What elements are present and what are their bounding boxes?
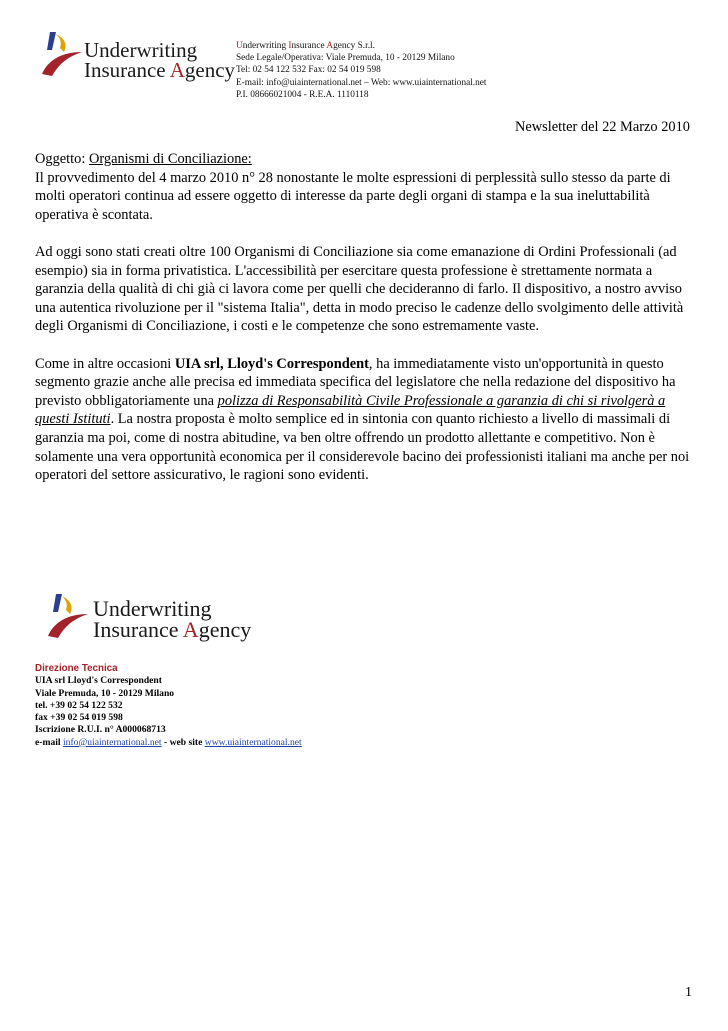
logo-line2-prefix: Insurance [84,58,170,82]
signature-block [35,663,302,749]
paragraph-3-middle: , ha immediatamente visto un'opportunità in questo segmento grazie anche alle precisa ed immediata specifica del legislatore che nella redazione del dispositivo ha previsto obbligatoriamente una [35,355,676,409]
paragraph-3-end: . La nostra proposta è molto semplice ed in sintonia con quanto richiesto a livello di massimali di garanzia ma poi, come di nostra abitudine, va ben oltre offrendo un prodotto allettante e competitivo. Non è solamente una vera opportunità economica per il considerevole bacino dei professionisti italiani ma anche per noi operatori del settore assicurativo, le ragioni sono evidenti. [35,411,690,484]
company-registry: P.I. 08666021004 - R.E.A. 1110118 [236,89,369,100]
signature-logo-line1: Underwriting [93,596,212,621]
signature-logo-line2-a: A [182,617,199,642]
policy-link[interactable]: polizza di Responsabilità Civile Professionale a garanzia di chi si rivolgerà a questi Istituti [35,392,666,428]
company-name-u: U [236,41,243,51]
paragraph-3 [35,355,701,485]
signature-tel: tel. +39 02 54 122 532 [35,699,123,711]
website-link[interactable]: www.uiainternational.net [204,736,302,748]
company-name-i: I [288,41,292,51]
logo-emblem-icon [45,592,91,642]
company-phone: Tel: 02 54 122 532 Fax: 02 54 019 598 [236,65,381,76]
company-name-part1: nderwriting [242,41,289,51]
logo-line1: Underwriting [84,38,198,62]
company-name-part3: gency S.r.l. [333,41,375,51]
paragraph-3-start: Come in altre occasioni [35,355,175,372]
signature-logo-line2-rest: gency [198,617,252,642]
email-link[interactable]: info@uiainternational.net [62,736,162,748]
web-label: - web site [161,736,205,748]
letter-body [35,150,701,503]
newsletter-date: Newsletter del 22 Marzo 2010 [514,119,690,135]
logo-emblem-icon [40,30,84,80]
email-label: e-mail [35,736,63,748]
page-number: 1 [685,985,692,1000]
company-logo [40,30,236,82]
signature-fax: fax +39 02 54 019 598 [35,712,123,724]
company-name-part2: nsurance [291,41,327,51]
paragraph-2: Ad oggi sono stati creati oltre 100 Organismi di Conciliazione sia come emanazione di Ordini Professionali (ad esempio) sia in forma privatistica. L'accessibilità per esercitare questa professione è strettamente normata a garanzia della qualità di chi già ci lavora come per quelli che decideranno di farlo. Il dispositivo, a nostro avviso una autentica rivoluzione per il "sistema Italia", detta in modo preciso le cadenze dello svolgimento delle attività degli Organismi di Conciliazione, i costi e le competenze che sono estremamente vaste. [35,243,684,335]
company-header-info [236,40,487,101]
logo-line2-a: A [169,58,185,82]
signature-logo-line2 [93,619,251,641]
company-address: Sede Legale/Operativa: Viale Premuda, 10 - 20129 Milano [236,53,455,64]
signature-contacts [35,737,302,749]
company-name [236,40,487,52]
logo-line2-rest: gency [184,58,236,82]
signature-logo [45,592,252,644]
paragraph-1: Il provvedimento del 4 marzo 2010 n° 28 nonostante le molte espressioni di perplessità sullo stesso da parte di molti operatori continua ad essere oggetto di interesse da parte degli organi di stampa e la sua ineluttabilità operativa è scontata. [35,169,671,223]
subject-label: Oggetto: [35,151,89,167]
signature-company: UIA srl Lloyd's Correspondent [35,675,162,687]
signature-address: Viale Premuda, 10 - 20129 Milano [35,687,175,699]
company-name-a: A [326,41,334,51]
logo-line2 [84,60,235,81]
signature-department: Direzione Tecnica [35,663,118,674]
signature-registration: Iscrizione R.U.I. n° A000068713 [35,724,166,736]
paragraph-subject [35,150,701,224]
company-email-web: E-mail: info@uiainternational.net – Web: www.uiainternational.net [236,77,487,88]
signature-logo-line2-prefix: Insurance [93,617,183,642]
paragraph-3-company: UIA srl, Lloyd's Correspondent [174,355,369,372]
subject-title: Organismi di Conciliazione: [88,151,252,167]
